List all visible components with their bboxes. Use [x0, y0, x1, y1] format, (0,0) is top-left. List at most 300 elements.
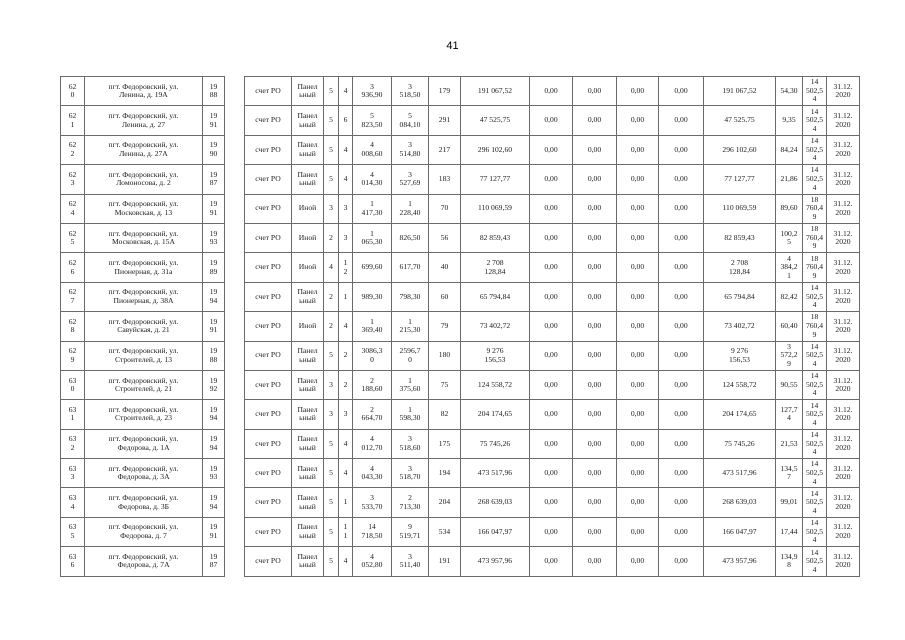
- living-area-cell: 3 518,70: [392, 459, 429, 488]
- cost-cell: 0,00: [573, 312, 617, 341]
- cost-cell: 0,00: [659, 282, 704, 311]
- specific-cost-cell: 127,7 4: [776, 400, 803, 429]
- housing-register-table: [60, 76, 860, 577]
- living-area-cell: 1 375,60: [392, 370, 429, 399]
- fund-cost-cell: 82 859,43: [704, 223, 776, 252]
- entrances-cell: 2: [339, 370, 353, 399]
- row-number-cell: 63 5: [61, 517, 85, 546]
- total-cost-cell: 268 639,03: [461, 488, 530, 517]
- row-number-cell: 62 1: [61, 106, 85, 135]
- cost-cell: 0,00: [573, 547, 617, 576]
- fund-cell: счет РО: [245, 429, 292, 458]
- cost-cell: 0,00: [617, 341, 659, 370]
- residents-cell: 70: [429, 194, 461, 223]
- cost-cell: 0,00: [573, 429, 617, 458]
- wall-material-cell: Панел ьный: [292, 135, 324, 164]
- cost-cell: 0,00: [530, 165, 573, 194]
- cost-cell: 0,00: [530, 488, 573, 517]
- cost-cell: 0,00: [659, 194, 704, 223]
- floors-cell: 3: [324, 400, 339, 429]
- wall-material-cell: Панел ьный: [292, 370, 324, 399]
- residents-cell: 180: [429, 341, 461, 370]
- floors-cell: 5: [324, 77, 339, 106]
- limit-cost-cell: 14 502,5 4: [803, 165, 827, 194]
- cost-cell: 0,00: [617, 194, 659, 223]
- entrances-cell: 3: [339, 223, 353, 252]
- wall-material-cell: Иной: [292, 253, 324, 282]
- cost-cell: 0,00: [573, 341, 617, 370]
- cost-cell: 0,00: [530, 547, 573, 576]
- total-area-cell: 1 417,30: [353, 194, 392, 223]
- limit-cost-cell: 14 502,5 4: [803, 400, 827, 429]
- address-cell: пгт. Федоровский, ул. Московская, д. 15А: [85, 223, 203, 252]
- deadline-cell: 31.12. 2020: [827, 400, 860, 429]
- total-area-cell: 4 052,80: [353, 547, 392, 576]
- total-area-cell: 4 043,30: [353, 459, 392, 488]
- deadline-cell: 31.12. 2020: [827, 223, 860, 252]
- address-cell: пгт. Федоровский, ул. Ленина, д. 19А: [85, 77, 203, 106]
- address-cell: пгт. Федоровский, ул. Пионерная, д. 31а: [85, 253, 203, 282]
- cost-cell: 0,00: [573, 517, 617, 546]
- cost-cell: 0,00: [530, 517, 573, 546]
- cost-cell: 0,00: [617, 488, 659, 517]
- floors-cell: 3: [324, 370, 339, 399]
- limit-cost-cell: 14 502,5 4: [803, 135, 827, 164]
- fund-cell: счет РО: [245, 459, 292, 488]
- specific-cost-cell: 9,35: [776, 106, 803, 135]
- cost-cell: 0,00: [573, 253, 617, 282]
- empty-cell: [225, 370, 245, 399]
- table-row: [61, 400, 860, 429]
- specific-cost-cell: 17,44: [776, 517, 803, 546]
- table-row: [61, 253, 860, 282]
- fund-cell: счет РО: [245, 253, 292, 282]
- total-cost-cell: 166 047,97: [461, 517, 530, 546]
- floors-cell: 5: [324, 547, 339, 576]
- deadline-cell: 31.12. 2020: [827, 165, 860, 194]
- limit-cost-cell: 14 502,5 4: [803, 459, 827, 488]
- empty-cell: [225, 312, 245, 341]
- floors-cell: 3: [324, 194, 339, 223]
- wall-material-cell: Панел ьный: [292, 429, 324, 458]
- total-cost-cell: 124 558,72: [461, 370, 530, 399]
- limit-cost-cell: 14 502,5 4: [803, 341, 827, 370]
- row-number-cell: 62 9: [61, 341, 85, 370]
- year-cell: 19 88: [203, 341, 225, 370]
- total-cost-cell: 191 067,52: [461, 77, 530, 106]
- total-cost-cell: 110 069,59: [461, 194, 530, 223]
- cost-cell: 0,00: [530, 282, 573, 311]
- total-area-cell: 4 012,70: [353, 429, 392, 458]
- cost-cell: 0,00: [659, 135, 704, 164]
- cost-cell: 0,00: [617, 77, 659, 106]
- limit-cost-cell: 14 502,5 4: [803, 77, 827, 106]
- fund-cell: счет РО: [245, 312, 292, 341]
- cost-cell: 0,00: [573, 106, 617, 135]
- residents-cell: 79: [429, 312, 461, 341]
- address-cell: пгт. Федоровский, ул. Ломоносова, д. 2: [85, 165, 203, 194]
- total-cost-cell: 2 708 128,84: [461, 253, 530, 282]
- row-number-cell: 63 4: [61, 488, 85, 517]
- residents-cell: 291: [429, 106, 461, 135]
- living-area-cell: 3 514,80: [392, 135, 429, 164]
- entrances-cell: 4: [339, 312, 353, 341]
- wall-material-cell: Иной: [292, 223, 324, 252]
- wall-material-cell: Панел ьный: [292, 488, 324, 517]
- table-row: [61, 517, 860, 546]
- cost-cell: 0,00: [530, 194, 573, 223]
- limit-cost-cell: 14 502,5 4: [803, 429, 827, 458]
- specific-cost-cell: 60,40: [776, 312, 803, 341]
- residents-cell: 40: [429, 253, 461, 282]
- total-area-cell: 3086,3 0: [353, 341, 392, 370]
- limit-cost-cell: 14 502,5 4: [803, 488, 827, 517]
- row-number-cell: 62 6: [61, 253, 85, 282]
- entrances-cell: 6: [339, 106, 353, 135]
- address-cell: пгт. Федоровский, ул. Строителей, д. 21: [85, 370, 203, 399]
- cost-cell: 0,00: [573, 370, 617, 399]
- cost-cell: 0,00: [617, 400, 659, 429]
- living-area-cell: 617,70: [392, 253, 429, 282]
- cost-cell: 0,00: [530, 253, 573, 282]
- fund-cost-cell: 204 174,65: [704, 400, 776, 429]
- row-number-cell: 63 3: [61, 459, 85, 488]
- address-cell: пгт. Федоровский, ул. Московская, д. 13: [85, 194, 203, 223]
- fund-cost-cell: 166 047,97: [704, 517, 776, 546]
- deadline-cell: 31.12. 2020: [827, 429, 860, 458]
- year-cell: 19 93: [203, 223, 225, 252]
- entrances-cell: 1: [339, 282, 353, 311]
- total-cost-cell: 73 402,72: [461, 312, 530, 341]
- floors-cell: 5: [324, 165, 339, 194]
- year-cell: 19 87: [203, 165, 225, 194]
- row-number-cell: 63 2: [61, 429, 85, 458]
- cost-cell: 0,00: [617, 253, 659, 282]
- living-area-cell: 1 215,30: [392, 312, 429, 341]
- cost-cell: 0,00: [617, 517, 659, 546]
- residents-cell: 56: [429, 223, 461, 252]
- cost-cell: 0,00: [530, 312, 573, 341]
- year-cell: 19 91: [203, 194, 225, 223]
- deadline-cell: 31.12. 2020: [827, 135, 860, 164]
- total-area-cell: 2 188,60: [353, 370, 392, 399]
- cost-cell: 0,00: [617, 312, 659, 341]
- table-row: [61, 459, 860, 488]
- cost-cell: 0,00: [659, 77, 704, 106]
- fund-cost-cell: 110 069,59: [704, 194, 776, 223]
- address-cell: пгт. Федоровский, ул. Федорова, д. 7: [85, 517, 203, 546]
- empty-cell: [225, 165, 245, 194]
- fund-cell: счет РО: [245, 282, 292, 311]
- cost-cell: 0,00: [659, 547, 704, 576]
- deadline-cell: 31.12. 2020: [827, 194, 860, 223]
- living-area-cell: 9 519,71: [392, 517, 429, 546]
- year-cell: 19 88: [203, 77, 225, 106]
- table-row: [61, 106, 860, 135]
- total-area-cell: 3 936,90: [353, 77, 392, 106]
- total-area-cell: 2 664,70: [353, 400, 392, 429]
- cost-cell: 0,00: [659, 488, 704, 517]
- cost-cell: 0,00: [573, 194, 617, 223]
- row-number-cell: 62 5: [61, 223, 85, 252]
- year-cell: 19 90: [203, 135, 225, 164]
- fund-cost-cell: 65 794,84: [704, 282, 776, 311]
- total-area-cell: 4 008,60: [353, 135, 392, 164]
- specific-cost-cell: 84,24: [776, 135, 803, 164]
- deadline-cell: 31.12. 2020: [827, 517, 860, 546]
- cost-cell: 0,00: [530, 135, 573, 164]
- fund-cost-cell: 124 558,72: [704, 370, 776, 399]
- floors-cell: 5: [324, 106, 339, 135]
- table-row: [61, 282, 860, 311]
- living-area-cell: 2 713,30: [392, 488, 429, 517]
- cost-cell: 0,00: [617, 165, 659, 194]
- specific-cost-cell: 21,86: [776, 165, 803, 194]
- residents-cell: 82: [429, 400, 461, 429]
- cost-cell: 0,00: [573, 165, 617, 194]
- cost-cell: 0,00: [617, 370, 659, 399]
- empty-cell: [225, 135, 245, 164]
- residents-cell: 75: [429, 370, 461, 399]
- row-number-cell: 62 8: [61, 312, 85, 341]
- cost-cell: 0,00: [530, 429, 573, 458]
- wall-material-cell: Панел ьный: [292, 400, 324, 429]
- floors-cell: 2: [324, 223, 339, 252]
- fund-cost-cell: 77 127,77: [704, 165, 776, 194]
- residents-cell: 183: [429, 165, 461, 194]
- limit-cost-cell: 14 502,5 4: [803, 106, 827, 135]
- empty-cell: [225, 194, 245, 223]
- specific-cost-cell: 134,9 8: [776, 547, 803, 576]
- cost-cell: 0,00: [659, 370, 704, 399]
- total-cost-cell: 204 174,65: [461, 400, 530, 429]
- page-number: 41: [446, 40, 459, 52]
- address-cell: пгт. Федоровский, ул. Строителей, д. 23: [85, 400, 203, 429]
- table-row: [61, 223, 860, 252]
- residents-cell: 60: [429, 282, 461, 311]
- table-row: [61, 312, 860, 341]
- floors-cell: 4: [324, 253, 339, 282]
- year-cell: 19 87: [203, 547, 225, 576]
- living-area-cell: 1 598,30: [392, 400, 429, 429]
- specific-cost-cell: 100,2 5: [776, 223, 803, 252]
- deadline-cell: 31.12. 2020: [827, 547, 860, 576]
- total-area-cell: 3 533,70: [353, 488, 392, 517]
- specific-cost-cell: 21,53: [776, 429, 803, 458]
- empty-cell: [225, 253, 245, 282]
- year-cell: 19 93: [203, 459, 225, 488]
- floors-cell: 5: [324, 135, 339, 164]
- wall-material-cell: Панел ьный: [292, 106, 324, 135]
- specific-cost-cell: 3 572,2 9: [776, 341, 803, 370]
- row-number-cell: 62 2: [61, 135, 85, 164]
- cost-cell: 0,00: [659, 517, 704, 546]
- row-number-cell: 62 3: [61, 165, 85, 194]
- fund-cell: счет РО: [245, 194, 292, 223]
- year-cell: 19 91: [203, 517, 225, 546]
- cost-cell: 0,00: [573, 77, 617, 106]
- deadline-cell: 31.12. 2020: [827, 106, 860, 135]
- total-cost-cell: 77 127,77: [461, 165, 530, 194]
- cost-cell: 0,00: [573, 223, 617, 252]
- row-number-cell: 63 6: [61, 547, 85, 576]
- empty-cell: [225, 429, 245, 458]
- entrances-cell: 4: [339, 77, 353, 106]
- fund-cell: счет РО: [245, 400, 292, 429]
- year-cell: 19 91: [203, 106, 225, 135]
- table-row: [61, 429, 860, 458]
- cost-cell: 0,00: [530, 106, 573, 135]
- fund-cell: счет РО: [245, 106, 292, 135]
- wall-material-cell: Панел ьный: [292, 459, 324, 488]
- wall-material-cell: Иной: [292, 194, 324, 223]
- floors-cell: 5: [324, 517, 339, 546]
- cost-cell: 0,00: [530, 370, 573, 399]
- specific-cost-cell: 89,60: [776, 194, 803, 223]
- table-row: [61, 488, 860, 517]
- empty-cell: [225, 282, 245, 311]
- cost-cell: 0,00: [659, 165, 704, 194]
- living-area-cell: 3 518,50: [392, 77, 429, 106]
- deadline-cell: 31.12. 2020: [827, 312, 860, 341]
- row-number-cell: 62 0: [61, 77, 85, 106]
- row-number-cell: 62 7: [61, 282, 85, 311]
- limit-cost-cell: 18 760,4 9: [803, 223, 827, 252]
- living-area-cell: 2596,7 0: [392, 341, 429, 370]
- row-number-cell: 63 0: [61, 370, 85, 399]
- total-area-cell: 14 718,50: [353, 517, 392, 546]
- cost-cell: 0,00: [659, 429, 704, 458]
- year-cell: 19 94: [203, 429, 225, 458]
- cost-cell: 0,00: [573, 488, 617, 517]
- address-cell: пгт. Федоровский, ул. Ленина, д. 27: [85, 106, 203, 135]
- fund-cell: счет РО: [245, 135, 292, 164]
- fund-cost-cell: 73 402,72: [704, 312, 776, 341]
- floors-cell: 5: [324, 429, 339, 458]
- entrances-cell: 4: [339, 547, 353, 576]
- fund-cell: счет РО: [245, 488, 292, 517]
- cost-cell: 0,00: [573, 459, 617, 488]
- deadline-cell: 31.12. 2020: [827, 282, 860, 311]
- fund-cell: счет РО: [245, 223, 292, 252]
- living-area-cell: 3 527,69: [392, 165, 429, 194]
- deadline-cell: 31.12. 2020: [827, 253, 860, 282]
- total-cost-cell: 473 517,96: [461, 459, 530, 488]
- deadline-cell: 31.12. 2020: [827, 341, 860, 370]
- fund-cost-cell: 75 745,26: [704, 429, 776, 458]
- wall-material-cell: Панел ьный: [292, 547, 324, 576]
- residents-cell: 534: [429, 517, 461, 546]
- cost-cell: 0,00: [659, 312, 704, 341]
- total-cost-cell: 47 525,75: [461, 106, 530, 135]
- fund-cost-cell: 268 639,03: [704, 488, 776, 517]
- total-cost-cell: 9 276 156,53: [461, 341, 530, 370]
- cost-cell: 0,00: [659, 400, 704, 429]
- wall-material-cell: Панел ьный: [292, 77, 324, 106]
- living-area-cell: 826,50: [392, 223, 429, 252]
- table-row: [61, 135, 860, 164]
- limit-cost-cell: 14 502,5 4: [803, 282, 827, 311]
- fund-cost-cell: 9 276 156,53: [704, 341, 776, 370]
- total-cost-cell: 65 794,84: [461, 282, 530, 311]
- total-cost-cell: 296 102,60: [461, 135, 530, 164]
- wall-material-cell: Иной: [292, 312, 324, 341]
- residents-cell: 191: [429, 547, 461, 576]
- fund-cell: счет РО: [245, 341, 292, 370]
- cost-cell: 0,00: [530, 223, 573, 252]
- entrances-cell: 1: [339, 488, 353, 517]
- table-row: [61, 341, 860, 370]
- cost-cell: 0,00: [617, 282, 659, 311]
- year-cell: 19 91: [203, 312, 225, 341]
- entrances-cell: 3: [339, 194, 353, 223]
- cost-cell: 0,00: [659, 459, 704, 488]
- floors-cell: 2: [324, 312, 339, 341]
- table-row: [61, 547, 860, 576]
- total-area-cell: 4 014,30: [353, 165, 392, 194]
- cost-cell: 0,00: [573, 282, 617, 311]
- total-area-cell: 5 823,50: [353, 106, 392, 135]
- cost-cell: 0,00: [617, 459, 659, 488]
- fund-cost-cell: 473 957,96: [704, 547, 776, 576]
- empty-cell: [225, 400, 245, 429]
- year-cell: 19 94: [203, 488, 225, 517]
- year-cell: 19 89: [203, 253, 225, 282]
- cost-cell: 0,00: [617, 106, 659, 135]
- fund-cost-cell: 191 067,52: [704, 77, 776, 106]
- table-row: [61, 77, 860, 106]
- living-area-cell: 3 511,40: [392, 547, 429, 576]
- entrances-cell: 4: [339, 459, 353, 488]
- living-area-cell: 5 084,10: [392, 106, 429, 135]
- empty-cell: [225, 106, 245, 135]
- fund-cost-cell: 2 708 128,84: [704, 253, 776, 282]
- address-cell: пгт. Федоровский, ул. Федорова, д. 3А: [85, 459, 203, 488]
- residents-cell: 179: [429, 77, 461, 106]
- empty-cell: [225, 223, 245, 252]
- cost-cell: 0,00: [573, 400, 617, 429]
- fund-cell: счет РО: [245, 517, 292, 546]
- entrances-cell: 4: [339, 135, 353, 164]
- address-cell: пгт. Федоровский, ул. Савуйская, д. 21: [85, 312, 203, 341]
- row-number-cell: 62 4: [61, 194, 85, 223]
- deadline-cell: 31.12. 2020: [827, 77, 860, 106]
- living-area-cell: 1 228,40: [392, 194, 429, 223]
- cost-cell: 0,00: [617, 223, 659, 252]
- cost-cell: 0,00: [659, 223, 704, 252]
- living-area-cell: 798,30: [392, 282, 429, 311]
- cost-cell: 0,00: [530, 77, 573, 106]
- specific-cost-cell: 82,42: [776, 282, 803, 311]
- specific-cost-cell: 134,5 7: [776, 459, 803, 488]
- year-cell: 19 94: [203, 400, 225, 429]
- table-row: [61, 194, 860, 223]
- cost-cell: 0,00: [573, 135, 617, 164]
- wall-material-cell: Панел ьный: [292, 517, 324, 546]
- cost-cell: 0,00: [659, 106, 704, 135]
- residents-cell: 217: [429, 135, 461, 164]
- entrances-cell: 4: [339, 165, 353, 194]
- fund-cost-cell: 47 525,75: [704, 106, 776, 135]
- cost-cell: 0,00: [659, 253, 704, 282]
- address-cell: пгт. Федоровский, ул. Строителей, д. 13: [85, 341, 203, 370]
- fund-cell: счет РО: [245, 370, 292, 399]
- empty-cell: [225, 488, 245, 517]
- total-cost-cell: 82 859,43: [461, 223, 530, 252]
- empty-cell: [225, 341, 245, 370]
- fund-cost-cell: 473 517,96: [704, 459, 776, 488]
- address-cell: пгт. Федоровский, ул. Ленина, д. 27А: [85, 135, 203, 164]
